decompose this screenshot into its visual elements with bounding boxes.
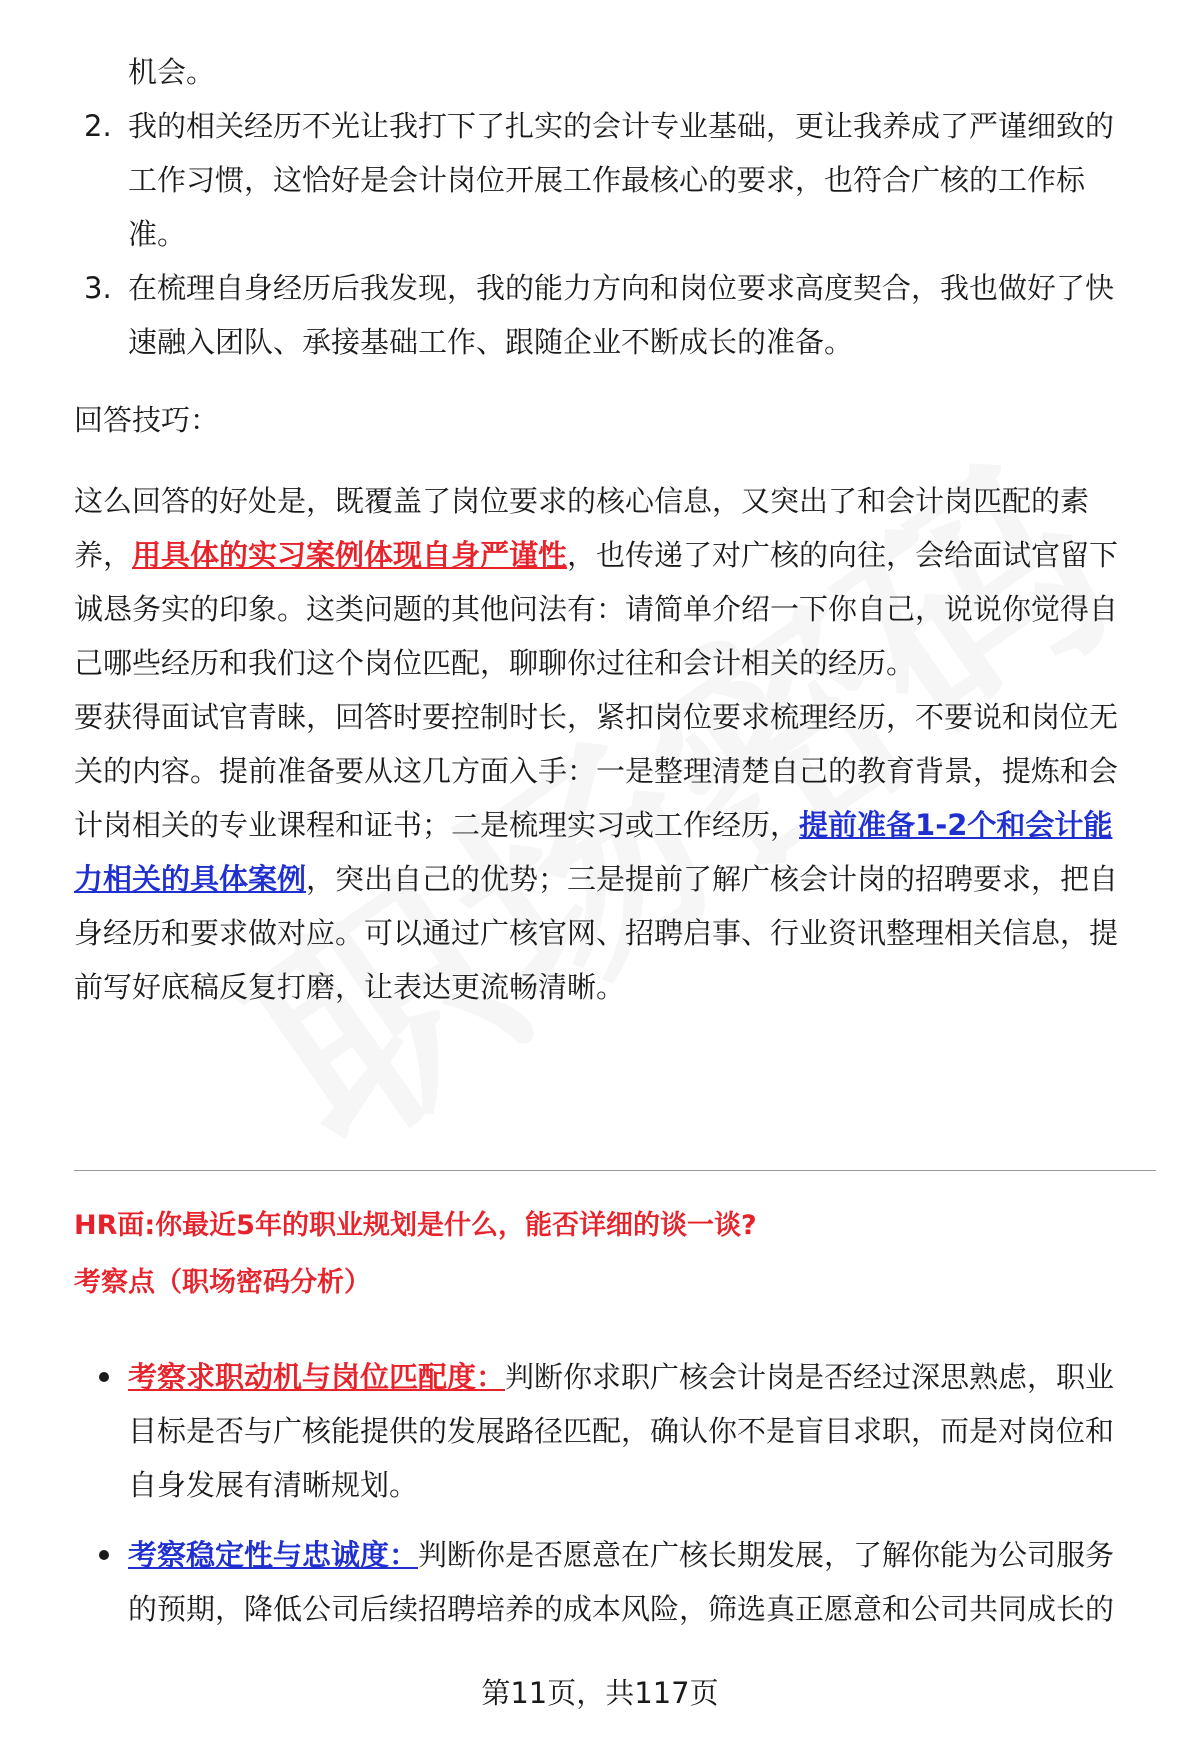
tips-p2-line-6: 前写好底稿反复打磨，让表达更流畅清晰。 <box>74 970 626 1004</box>
bullet-dot-1 <box>99 1372 109 1382</box>
tips-p1-line-4: 己哪些经历和我们这个岗位匹配，聊聊你过往和会计相关的经历。 <box>74 646 916 680</box>
point-2-title: 考察稳定性与忠诚度： <box>128 1538 419 1572</box>
tips-p2-line-4 <box>74 859 1118 899</box>
list-item-2-line-2: 工作习惯，这恰好是会计岗位开展工作最核心的要求，也符合广核的工作标 <box>128 163 1086 197</box>
bullet-dot-2 <box>99 1550 109 1560</box>
point-1-line-3: 自身发展有清晰规划。 <box>128 1468 419 1502</box>
point-2-text: 判断你是否愿意在广核长期发展，了解你能为公司服务 <box>418 1538 1115 1572</box>
tips-p2-line-3 <box>74 805 1112 845</box>
list-item-2-line-3: 准。 <box>128 217 187 251</box>
point-2-line-1 <box>128 1535 1114 1575</box>
point-1-title: 考察求职动机与岗位匹配度： <box>128 1360 506 1394</box>
highlight-blue-case-a: 提前准备1-2个和会计能 <box>799 808 1113 842</box>
tips-label: 回答技巧： <box>74 403 220 437</box>
hr-question-heading: HR面:你最近5年的职业规划是什么，能否详细的谈一谈? <box>74 1210 757 1241</box>
tips-p2-line-5: 身经历和要求做对应。可以通过广核官网、招聘启事、行业资讯整理相关信息，提 <box>74 916 1119 950</box>
list-item-3-line-1: 在梳理自身经历后我发现，我的能力方向和岗位要求高度契合，我也做好了快 <box>128 271 1115 305</box>
tips-p2-line-4-end: ，突出自己的优势；三是提前了解广核会计岗的招聘要求，把自 <box>306 862 1119 896</box>
highlight-blue-case-b: 力相关的具体案例 <box>74 862 307 896</box>
list-item-1-continuation: 机会。 <box>128 55 216 89</box>
highlight-red-case: 用具体的实习案例体现自身严谨性 <box>132 538 568 572</box>
tips-p1-line-2-end: ，也传递了对广核的向往，会给面试官留下 <box>567 538 1119 572</box>
point-1-text: 判断你求职广核会计岗是否经过深思熟虑，职业 <box>505 1360 1115 1394</box>
tips-p1-line-3: 诚恳务实的印象。这类问题的其他问法有：请简单介绍一下你自己，说说你觉得自 <box>74 592 1119 626</box>
section-divider <box>74 1170 1156 1171</box>
list-item-2-line-1: 我的相关经历不光让我打下了扎实的会计专业基础，更让我养成了严谨细致的 <box>128 109 1115 143</box>
page-number-footer: 第11页，共117页 <box>481 1676 719 1710</box>
point-1-line-1 <box>128 1357 1114 1397</box>
assessment-points-title: 考察点（职场密码分析） <box>74 1267 371 1298</box>
tips-p2-line-2: 关的内容。提前准备要从这几方面入手：一是整理清楚自己的教育背景，提炼和会 <box>74 754 1119 788</box>
list-number-2: 2. <box>84 109 112 143</box>
list-number-3: 3. <box>84 271 112 305</box>
list-item-3-line-2: 速融入团队、承接基础工作、跟随企业不断成长的准备。 <box>128 325 854 359</box>
tips-p1-line-1: 这么回答的好处是，既覆盖了岗位要求的核心信息，又突出了和会计岗匹配的素 <box>74 484 1090 518</box>
tips-p2-line-1: 要获得面试官青睐，回答时要控制时长，紧扣岗位要求梳理经历，不要说和岗位无 <box>74 700 1119 734</box>
point-2-line-2: 的预期，降低公司后续招聘培养的成本风险，筛选真正愿意和公司共同成长的 <box>128 1592 1115 1626</box>
tips-p2-line-3-start: 计岗相关的专业课程和证书；二是梳理实习或工作经历， <box>74 808 800 842</box>
tips-p1-line-2 <box>74 535 1118 575</box>
tips-p1-line-2-start: 养， <box>74 538 133 572</box>
point-1-line-2: 目标是否与广核能提供的发展路径匹配，确认你不是盲目求职，而是对岗位和 <box>128 1414 1115 1448</box>
